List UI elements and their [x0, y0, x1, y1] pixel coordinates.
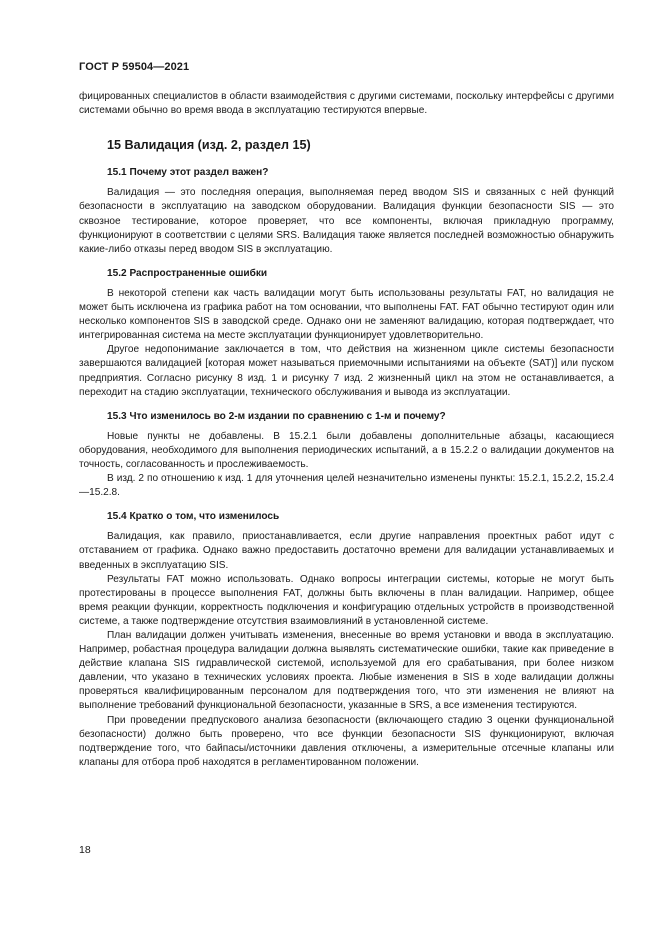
paragraph: Результаты FAT можно использовать. Однако вопросы интеграции системы, которые не могут быть протестированы в процессе выполнения FAT, должны быть включены в план валидации. Например, общее время реакции функции, корректность подключения и конфигурацию отдельных устройств в производственной системе, а также подтверждение отсутствия взаимовлияний в установленной системе.	[79, 573, 614, 627]
subsection-title: 15.3 Что изменилось во 2-м издании по сравнению с 1-м и почему?	[107, 410, 446, 422]
paragraph: Валидация, как правило, приостанавливается, если другие направления проектных работ идут с отставанием от графика. Однако важно предоставить достаточно времени для валидации устанавливаемых и введенных в эксплуатацию SIS.	[79, 531, 614, 571]
paragraph: Валидация — это последняя операция, выполняемая перед вводом SIS и связанных с ней функций безопасности в эксплуатацию на заводском оборудовании. Валидация функции безопасности SIS — это сквозное тестирование, которое проверяет, что все компоненты, включая прикладную программу, функционируют в соответствии с целями SRS. Валидация также является последней возможностью обнаружить какие-либо отказы перед вводом SIS в эксплуатацию.	[79, 187, 614, 255]
subsection-15-4	[79, 510, 614, 770]
paragraph: В некоторой степени как часть валидации могут быть использованы результаты FAT, но валидация не может быть исключена из графика работ на том основании, что выполнены FAT. FAT обычно тестируют один или несколько компонентов SIS в заводской среде. Однако они не заменяют валидацию, которая подтверждает, что интегрированная система на месте эксплуатации функционирует удовлетворительно.	[79, 287, 614, 342]
section-title: 15 Валидация (изд. 2, раздел 15)	[107, 138, 311, 153]
paragraph: В изд. 2 по отношению к изд. 1 для уточнения целей незначительно изменены пункты: 15.2.1, 15.2.2, 15.2.4—15.2.8.	[79, 473, 614, 499]
subsection-15-3	[79, 410, 614, 501]
subsection-title: 15.1 Почему этот раздел важен?	[107, 167, 269, 179]
subsection-15-1	[79, 166, 614, 257]
document-body	[79, 90, 614, 770]
paragraph: Новые пункты не добавлены. В 15.2.1 были добавлены дополнительные абзацы, касающиеся оборудования, необходимого для выполнения периодических испытаний, а в 15.2.2 о валидации документов на точность, согласованность и прослеживаемость.	[79, 430, 614, 470]
document-header: ГОСТ Р 59504—2021	[79, 61, 190, 73]
intro-paragraph: фицированных специалистов в области взаимодействия с другими системами, поскольку интерфейсы с другими системами обычно во время ввода в эксплуатацию тестируются впервые.	[79, 91, 614, 117]
paragraph: Другое недопонимание заключается в том, что действия на жизненном цикле системы безопасности завершаются валидацией [которая может называться приемочными испытаниями на объекте (SAT)] или пуском предприятия. Согласно рисунку 8 изд. 1 и рисунку 7 изд. 2 жизненный цикл на этом не останавливается, а переходит на стадию эксплуатации, технического обслуживания и вывода из эксплуатации.	[79, 344, 614, 398]
subsection-title: 15.2 Распространенные ошибки	[107, 267, 268, 279]
paragraph: План валидации должен учитывать изменения, внесенные во время установки и ввода в эксплуатацию. Например, робастная процедура валидации должна выявлять систематические ошибки, такие как приведение в действие клапана SIS гидравлической системой, используемой для его срабатывания, при более низком давлении, что указано в технических условиях проекта. Любые изменения в SIS в ходе валидации должны проверяться квалифицированным персоналом для подтверждения того, что эти изменения не влияют на выполнение требований функциональной безопасности, указанные в SRS, а все изменения тестируются.	[79, 630, 614, 712]
paragraph: При проведении предпускового анализа безопасности (включающего стадию 3 оценки функциональной безопасности) должно быть проверено, что все функции безопасности SIS функционируют, включая подтверждение того, что байпасы/источники давления отключены, а измерительные отсечные клапаны или клапаны для отбора проб находятся в регламентированном положении.	[79, 714, 614, 768]
subsection-15-2	[79, 267, 614, 400]
page-number: 18	[79, 844, 91, 856]
subsection-title: 15.4 Кратко о том, что изменилось	[107, 511, 280, 523]
